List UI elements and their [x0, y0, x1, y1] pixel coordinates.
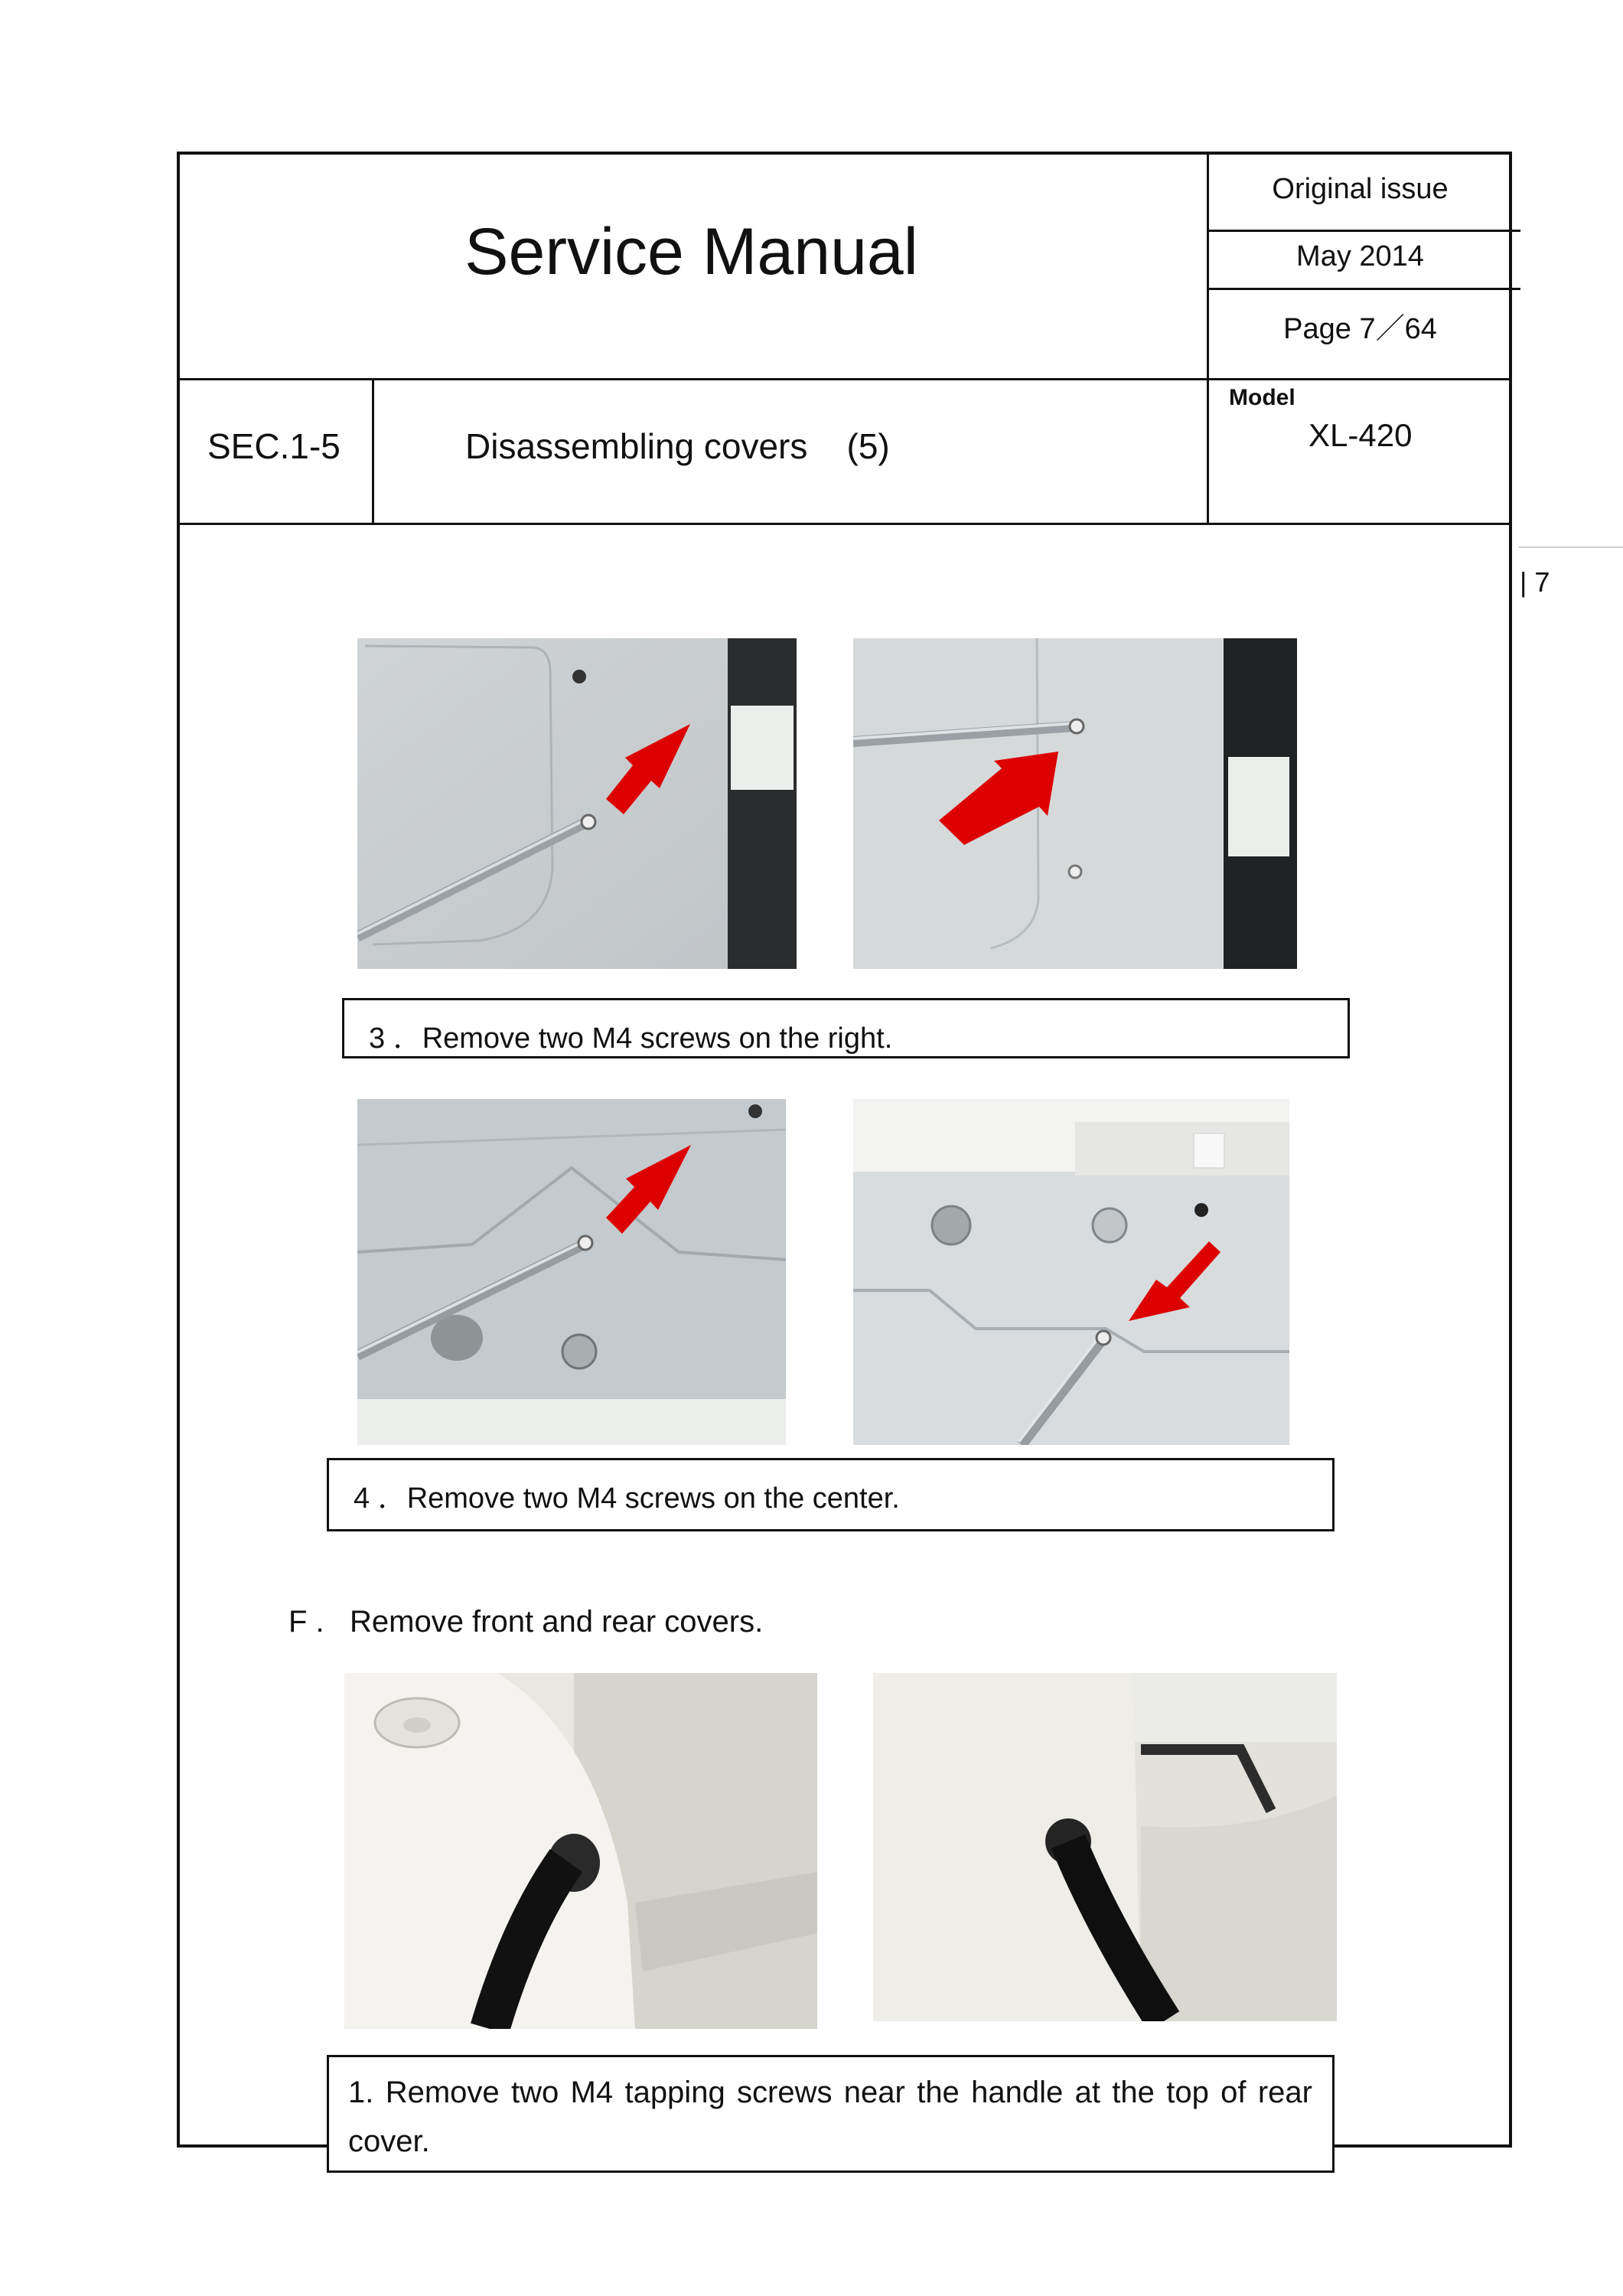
photo-screw-right-upper: [853, 638, 1297, 969]
header-divider: [177, 378, 1512, 380]
meta-divider-1: [1207, 230, 1520, 232]
issue-label: Original issue: [1272, 173, 1449, 205]
section-code: SEC.1-5: [207, 426, 341, 466]
margin-rule: [1519, 546, 1623, 548]
meta-divider-2: [1207, 288, 1520, 290]
photo-handle-rear-cover-left: [344, 1673, 817, 2029]
model-label: Model: [1229, 385, 1295, 410]
model-value: XL-420: [1309, 417, 1413, 453]
section-title: Disassembling covers (5): [465, 426, 890, 466]
section-f-heading: F . Remove front and rear covers.: [288, 1605, 764, 1639]
step-1-text: 1. Remove two M4 tapping screws near the handle at the top of rear cover.: [348, 2076, 1312, 2158]
photo-screw-center-right: [853, 1099, 1289, 1445]
step-3-text: 3 ．Remove two M4 screws on the right.: [369, 1022, 893, 1055]
photo-handle-rear-cover-right: [873, 1673, 1337, 2021]
section-divider: [177, 523, 1512, 525]
photo-screw-right-lower: [357, 638, 797, 969]
section-code-divider: [372, 378, 374, 524]
photo-screw-center-left: [357, 1099, 786, 1445]
issue-date: May 2014: [1296, 240, 1424, 272]
page-title: Service Manual: [464, 215, 918, 289]
step-3-caption: [342, 998, 1350, 1058]
step-4-text: 4 ．Remove two M4 screws on the center.: [354, 1482, 900, 1515]
margin-page-number: | 7: [1520, 566, 1550, 598]
step-1-caption: [327, 2055, 1335, 2173]
page-indicator: Page 7／64: [1283, 313, 1437, 345]
step-4-caption: [327, 1458, 1335, 1531]
